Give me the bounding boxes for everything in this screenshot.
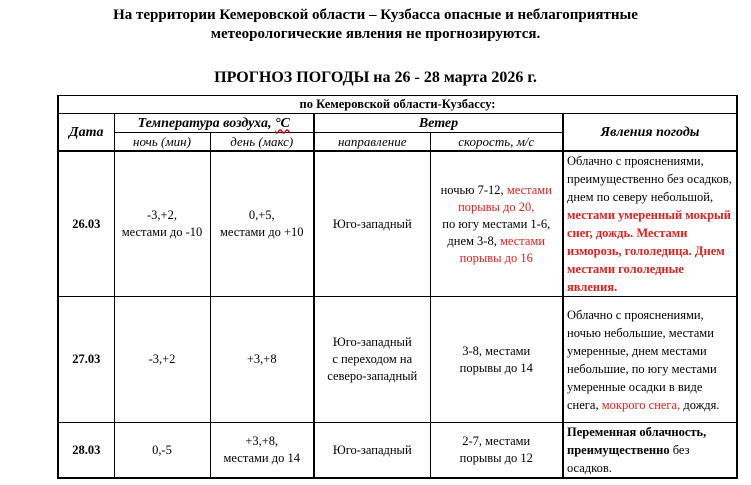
region-row — [58, 96, 737, 114]
speed-header: скорость, м/с — [430, 133, 563, 152]
temperature-header: Температура воздуха, °С — [114, 114, 314, 133]
date-cell: 28.03 — [58, 423, 114, 479]
night-temp-cell: -3,+2 — [114, 297, 210, 423]
temperature-unit: °С — [274, 115, 290, 131]
phenomena-header: Явления погоды — [563, 114, 737, 152]
table-row — [58, 297, 737, 423]
date-cell: 27.03 — [58, 297, 114, 423]
wind-speed-cell: ночью 7-12, местами порывы до 20, по югу местами 1-6, днем 3-8, местами порывы до 16 — [430, 151, 563, 297]
night-temp-cell: -3,+2, местами до -10 — [114, 151, 210, 297]
day-header: день (макс) — [210, 133, 314, 152]
day-temp-cell: +3,+8, местами до 14 — [210, 423, 314, 479]
no-hazard-notice — [0, 6, 751, 44]
phenomena-cell: Облачно с прояснениями, ночью небольшие, местами умеренные, днем местами небольшие, по югу местами умеренные осадки в виде снега, мокрого снега, дождя. — [563, 297, 737, 423]
date-cell: 26.03 — [58, 151, 114, 297]
direction-header: направление — [314, 133, 430, 152]
forecast-table — [57, 95, 738, 479]
night-header: ночь (мин) — [114, 133, 210, 152]
phenomena-cell: Переменная облачность, преимущественно без осадков. — [563, 423, 737, 479]
wind-direction-cell: Юго-западный с переходом на северо-западный — [314, 297, 430, 423]
region-header: по Кемеровской области-Кузбассу: — [58, 96, 737, 114]
day-temp-cell: 0,+5, местами до +10 — [210, 151, 314, 297]
phenomena-cell: Облачно с прояснениями, преимущественно без осадков, днем по северу небольшой, местами умеренный мокрый снег, дождь. Местами изморозь, гололедица. Днем местами гололедные явления. — [563, 151, 737, 297]
table-row — [58, 423, 737, 479]
day-temp-cell: +3,+8 — [210, 297, 314, 423]
date-header: Дата — [58, 114, 114, 152]
wind-speed-cell: 3-8, местами порывы до 14 — [430, 297, 563, 423]
notice-line-2: метеорологические явления не прогнозируются. — [210, 26, 541, 42]
wind-header: Ветер — [314, 114, 563, 133]
forecast-title: ПРОГНОЗ ПОГОДЫ на 26 - 28 марта 2026 г. — [214, 69, 537, 86]
wind-speed-cell: 2-7, местами порывы до 12 — [430, 423, 563, 479]
notice-line-1: На территории Кемеровской области – Кузбасса опасные и неблагоприятные — [113, 7, 638, 23]
wind-direction-cell: Юго-западный — [314, 151, 430, 297]
wind-direction-cell: Юго-западный — [314, 423, 430, 479]
table-row — [58, 151, 737, 297]
header-row-1 — [58, 114, 737, 133]
night-temp-cell: 0,-5 — [114, 423, 210, 479]
